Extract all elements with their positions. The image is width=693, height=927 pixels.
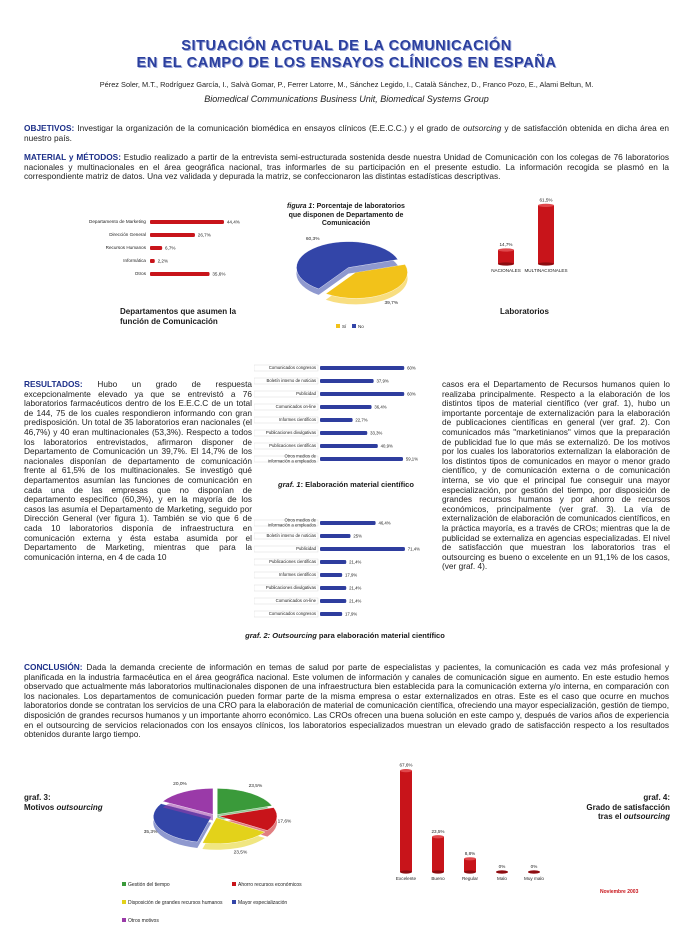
bar-category-label: Comunicados congresos <box>268 611 316 616</box>
pie-value-label: 17,6% <box>277 819 292 825</box>
bar-cap <box>344 560 346 564</box>
legend-swatch <box>122 900 126 904</box>
bar-base <box>538 262 554 265</box>
laboratorios-chart <box>460 192 600 278</box>
bar-category-label: Bueno <box>431 876 445 881</box>
bar-category-label: Comunicados congresos <box>268 365 316 370</box>
graf1-caption-b: : Elaboración material científico <box>300 480 414 489</box>
graf4-caption-c: tras el <box>597 812 624 821</box>
bar <box>320 392 403 396</box>
bar-category-label: Regular <box>461 876 479 881</box>
bar <box>320 366 403 370</box>
pie-value-label: 39,7% <box>384 301 399 307</box>
graf4-chart <box>380 760 560 888</box>
bar-category-label: Muy malo <box>524 876 544 881</box>
bar-value-label: 25% <box>353 533 362 539</box>
bar-base <box>498 262 514 265</box>
legend-swatch <box>232 900 236 904</box>
resultados-heading: RESULTADOS: <box>24 379 83 389</box>
graf1-caption-a: graf. 1 <box>278 480 301 489</box>
bar <box>464 859 476 872</box>
bar-category-label: Publicaciones científicas <box>269 443 316 448</box>
bar-top <box>400 769 412 772</box>
bar-cap <box>402 392 404 396</box>
bar <box>150 246 161 250</box>
bar-value-label: 60% <box>407 365 416 371</box>
bar <box>538 205 554 264</box>
bar <box>320 560 345 564</box>
bar <box>498 250 514 264</box>
bar-value-label: 14,7% <box>499 241 513 247</box>
bar-cap <box>371 379 373 383</box>
bar-top <box>538 204 554 207</box>
bar <box>320 405 370 409</box>
bar-base <box>464 870 476 873</box>
bar-value-label: 0% <box>498 864 506 869</box>
bar-value-label: 71,4% <box>407 546 420 552</box>
graf4-caption-d: outsourcing <box>623 812 670 821</box>
bar-value-label: 44,4% <box>226 219 240 225</box>
legend-label: Gestión del tiempo <box>128 882 170 888</box>
bar-value-label: 21,4% <box>349 598 362 604</box>
bar-value-label: 8,8% <box>464 850 476 856</box>
bar <box>320 444 377 448</box>
bar-category-label: Publicidad <box>296 546 316 551</box>
bar-cap <box>373 521 375 525</box>
legend-swatch <box>336 324 340 328</box>
bar <box>320 586 345 590</box>
bar-cap <box>369 405 371 409</box>
bar <box>320 573 341 577</box>
bar-value-label: 6,7% <box>164 245 176 251</box>
poster-title-line2: EN EL CAMPO DE LOS ENSAYOS CLÍNICOS EN ESPAÑA <box>136 55 557 71</box>
legend-label: Otros motivos <box>128 918 159 924</box>
bar-value-label: 21,4% <box>349 585 362 591</box>
legend-label: Mayor especialización <box>238 900 288 906</box>
bar <box>320 521 374 525</box>
bar-value-label: 40,9% <box>380 443 393 449</box>
bar-category-label: Dirección General <box>109 232 146 237</box>
bar-category-label: Publicaciones divulgativas <box>265 430 316 435</box>
graf3-caption-b: Motivos <box>24 802 57 812</box>
bar-value-label: 26,7% <box>197 232 211 238</box>
objetivos-text-a: Investigar la organización de la comunicación biomédica en ensayos clínicos (E.E.C.C.) y el grado de <box>74 123 464 133</box>
bar-base <box>528 870 540 873</box>
pie-value-label: 35,3% <box>143 829 158 835</box>
legend-label: Ahorro recursos económicos <box>238 882 302 888</box>
legend-label: Sí <box>342 324 347 329</box>
legend-label: Disposición de grandes recursos humanos <box>128 900 223 906</box>
bar-category-label: Informes científicos <box>278 572 316 577</box>
bar-category-label: Publicaciones divulgativas <box>265 585 316 590</box>
legend-swatch <box>122 882 126 886</box>
bar-value-label: 35,6% <box>212 271 226 277</box>
objetivos-section <box>24 124 669 143</box>
graf1-caption <box>254 481 438 490</box>
bar-value-label: 33,3% <box>370 430 383 436</box>
pie-value-label: 23,5% <box>233 850 248 856</box>
metodos-section <box>24 153 669 182</box>
bar-category-label: Otros <box>134 271 146 276</box>
authors: Pérez Soler, M.T., Rodríguez García, I., Salvà Gomar, P., Ferrer Latorre, M., Sánchez Legido, I., Català Sánchez, D., Franco Pozo, E., Alami Beltun, M. <box>99 80 594 89</box>
bar-value-label: 60% <box>407 391 416 397</box>
metodos-text: Estudio realizado a partir de la entrevista semi-estructurada sostenida desde nuestra Unidad de Comunicación con los colegas de 76 laboratorios nacionales y multinacionales en el área geográfica nacional, tras informarles de su participación en el presente estudio. La información recogida se plasmó en la correspondiente matriz de datos. Una vez validada y depurada la matriz, se confeccionaron las distintas estadísticas descriptivas. <box>24 152 669 182</box>
fig1-caption <box>284 203 408 229</box>
bar <box>320 431 366 435</box>
bar-category-label: Recursos Humanos <box>105 245 146 250</box>
bar-value-label: 59,1% <box>405 456 419 462</box>
conclusion-heading: CONCLUSIÓN: <box>24 662 83 672</box>
bar-value-label: 17,9% <box>345 572 358 578</box>
bar-cap <box>344 586 346 590</box>
legend-item <box>122 900 232 906</box>
graf2-caption-a: graf. 2: Outsourcing <box>245 631 317 640</box>
legend-item <box>122 918 232 924</box>
bar-cap <box>402 366 404 370</box>
bar <box>150 220 223 224</box>
bar-category-label: Excelente <box>395 876 417 881</box>
bar-category-label: Comunicados on-line <box>275 404 316 409</box>
resultados-text-left: Hubo un grado de respuesta excepcionalmente elevado ya que se entrevistó a 76 laboratorios farmacéuticos dentro de los E.E.C.C de un total de 144, 75 de los cuales respondieron informando con gran predisposición. Un total de 35 laboratorios eran nacionales (el 46,7%) y 40 eran multinacionales (53,3%). Respecto a todos los laboratorios entrevistados, afirmaron disponer de Departamento de Comunicación un 39,7%. El 14,7% de los nacionales disponían de departamento de comunicación frente al 61,5% de los multinacionales. Se investigó qué departamentos asumían las funciones de comunicación en cada una de las empresas que no disponían de departamento específico (60,3%), y en la mayoría de los casos las asumía el Departamento de Marketing, seguido por Dirección General (ver figura 1). También se vio que 6 de cada 10 laboratorios disponía de infraestructura en comunicación externa y ésta estaba asumida por el Departamento de Marketing, mientras que para la comunicación interna, en 4 de cada 10 <box>24 379 252 562</box>
deptos-caption: Departamentos que asumen la función de Comunicación <box>120 307 237 326</box>
graf3-caption <box>24 793 124 812</box>
bar-value-label: 23,5% <box>431 828 445 834</box>
graf3-legend <box>122 873 322 927</box>
legend-swatch <box>122 918 126 922</box>
legend-item <box>232 900 322 906</box>
legend-swatch <box>352 324 356 328</box>
bar-base <box>400 870 412 873</box>
bar-top <box>432 835 444 838</box>
bar-value-label: 36,4% <box>374 404 387 410</box>
laboratorios-caption: Laboratorios <box>500 307 549 316</box>
bar-value-label: 61,5% <box>539 197 553 203</box>
graf2-caption-b: para elaboración material científico <box>316 631 445 640</box>
bar-value-label: 2,2% <box>157 258 169 264</box>
graf3-caption-a: graf. 3: <box>24 793 51 802</box>
bar-cap <box>160 246 162 250</box>
graf4-caption-b: Grado de satisfacción <box>586 802 670 812</box>
bar-cap <box>207 272 209 276</box>
bar-value-label: 0% <box>530 864 538 869</box>
bar-value-label: 67,6% <box>399 762 413 768</box>
bar <box>320 612 341 616</box>
bar-base <box>496 870 508 873</box>
bar <box>150 233 194 237</box>
objetivos-heading: OBJETIVOS: <box>24 123 75 133</box>
bar-value-label: 46,4% <box>378 520 391 526</box>
bar-category-label: Otros medios de <box>284 453 316 459</box>
objetivos-text-em: outsorcing <box>463 123 502 133</box>
bar <box>320 457 402 461</box>
bar-cap <box>403 547 405 551</box>
graf1-chart <box>254 362 438 470</box>
bar-value-label: 22,7% <box>355 417 368 423</box>
pie-value-label: 60,3% <box>305 236 320 242</box>
graf3-pie-chart <box>120 768 310 870</box>
bar-cap <box>365 431 367 435</box>
bar-cap <box>193 233 195 237</box>
bar <box>150 272 208 276</box>
conclusion-text: Dada la demanda creciente de información en temas de salud por parte de especialistas y pacientes, la comunicación es cada vez más profesional y planificada en la industria farmacéutica en el área geográfica nacional. Este volumen de información y canales de comunicación sigue en aumento. En este estudio hemos observado que actualmente más laboratorios multinacionales disponen de una infraestructura bien establecida para la comunicación externa y/o interna, en comparación con los nacionales. Los departamentos de comunicación pueden formar parte de la misma empresa o estar externalizados en otras. Este es el caso que ocurre en muchos laboratorios donde se contratan los servicios de una CRO para la elaboración de material de comunicación científica, ofreciendo una mayor especialización, gestión de tiempo, disposición de grandes recursos humanos y un importante ahorro económico. Las CROs ofrecen una buena solución en este campo y, después de varios años de experiencia en el outsourcing de servicios relacionados con los ensayos clínicos, los laboratorios especializados muestran un elevado grado de satisfacción respecto a los resultados obtenidos durante largo tiempo. <box>24 662 669 740</box>
graf4-caption-a: graf. 4: <box>643 793 670 802</box>
bar-category-label: Boletín interno de noticias <box>266 533 316 538</box>
bar-cap <box>344 599 346 603</box>
fig1-caption-a: figura 1 <box>287 203 313 210</box>
bar-cap <box>401 457 403 461</box>
resultados-right: casos era el Departamento de Recursos humanos quien lo realizaba principalmente. Respecto a la elaboración de los distintos tipos de material científico (ver graf. 1), hubo un importante porcentaje de externalización para la elaboración de publicaciones científicas en general (ver graf. 2). Con comunicados más "marketinianos" vimos que la preparación de publicidad fue lo que más se externalizó. De los motivos por los cuales los laboratorios externalizan la elaboración de los distintos tipos de comunicados en mayor o menor grado científico, y de comunicación externa o de comunicación interna, se vio que el principal fue conseguir una mayor especialización, por gestión del tiempo, por disposición de grandes recursos humanos y por ahorro de recursos económicos, principalmente (ver graf. 3). La vía de externalización de elaboración de comunicados científicos, en la práctica mayoría, es a través de CROs; mientras que la de publicidad se externaliza en agencias especializadas. El nivel de satisfacción que muestran los laboratorios tras el outsourcing es bueno o excelente en un 91,1% de los casos, (ver graf. 4). <box>442 379 670 572</box>
bar-base <box>432 870 444 873</box>
bar-cap <box>375 444 377 448</box>
bar-category-label: Malo <box>497 876 507 881</box>
fig1-caption-b: : Porcentaje de laboratorios que disponen de Departamento de Comunicación <box>288 203 405 227</box>
poster-title-line1: SITUACIÓN ACTUAL DE LA COMUNICACIÓN <box>181 38 512 54</box>
bar <box>320 418 351 422</box>
bar-top <box>498 248 514 251</box>
bar <box>432 837 444 872</box>
bar-value-label: 37,9% <box>376 378 389 384</box>
objetivos-text-b: y de satisfacción obtenida en dicha área en nuestro país. <box>24 123 669 143</box>
bar-category-label: NACIONALES <box>491 268 521 273</box>
metodos-heading: MATERIAL y MÉTODOS: <box>24 152 121 162</box>
bar-value-label: 17,9% <box>345 611 358 617</box>
bar-cap <box>340 612 342 616</box>
bar-cap <box>350 418 352 422</box>
bar-category-label: Publicidad <box>296 391 316 396</box>
bar <box>320 379 372 383</box>
bar-value-label: 21,4% <box>349 559 362 565</box>
legend-label: No <box>358 324 364 329</box>
bar-category-label: Boletín interno de noticias <box>266 378 316 383</box>
pie-value-label: 23,5% <box>248 783 263 789</box>
bar <box>320 547 404 551</box>
bar-category-label: Informes científicos <box>278 417 316 422</box>
legend-item <box>122 882 232 888</box>
pie-value-label: 20,0% <box>173 782 187 788</box>
bar-category-label: información a empleados <box>267 458 316 464</box>
bar-category-label: MULTINACIONALES <box>524 268 568 273</box>
graf3-caption-c: outsourcing <box>56 802 103 812</box>
footer-date: Noviembre 2003 <box>600 889 639 895</box>
deptos-chart <box>60 215 270 285</box>
bar-cap <box>222 220 224 224</box>
bar-category-label: Publicaciones científicas <box>269 559 316 564</box>
resultados-left <box>24 380 252 562</box>
bar-cap <box>348 534 350 538</box>
graf4-caption <box>540 793 670 822</box>
bar-top <box>464 857 476 860</box>
legend-item <box>232 882 322 888</box>
graf2-chart <box>254 515 438 625</box>
bar <box>320 534 349 538</box>
bar-cap <box>340 573 342 577</box>
conclusion-section <box>24 663 669 740</box>
bar-category-label: Comunicados on-line <box>275 598 316 603</box>
legend-swatch <box>232 882 236 886</box>
bar <box>320 599 345 603</box>
fig1-pie-chart <box>270 232 435 332</box>
bar <box>400 771 412 872</box>
affiliation: Biomedical Communications Business Unit, Biomedical Systems Group <box>204 94 489 104</box>
graf2-caption <box>200 632 490 641</box>
bar-category-label: información a empleados <box>267 522 316 528</box>
bar-category-label: Otros medios de <box>284 517 316 523</box>
bar-category-label: Departamento de Marketing <box>89 219 146 224</box>
bar-cap <box>152 259 154 263</box>
bar-category-label: Informática <box>123 258 146 263</box>
